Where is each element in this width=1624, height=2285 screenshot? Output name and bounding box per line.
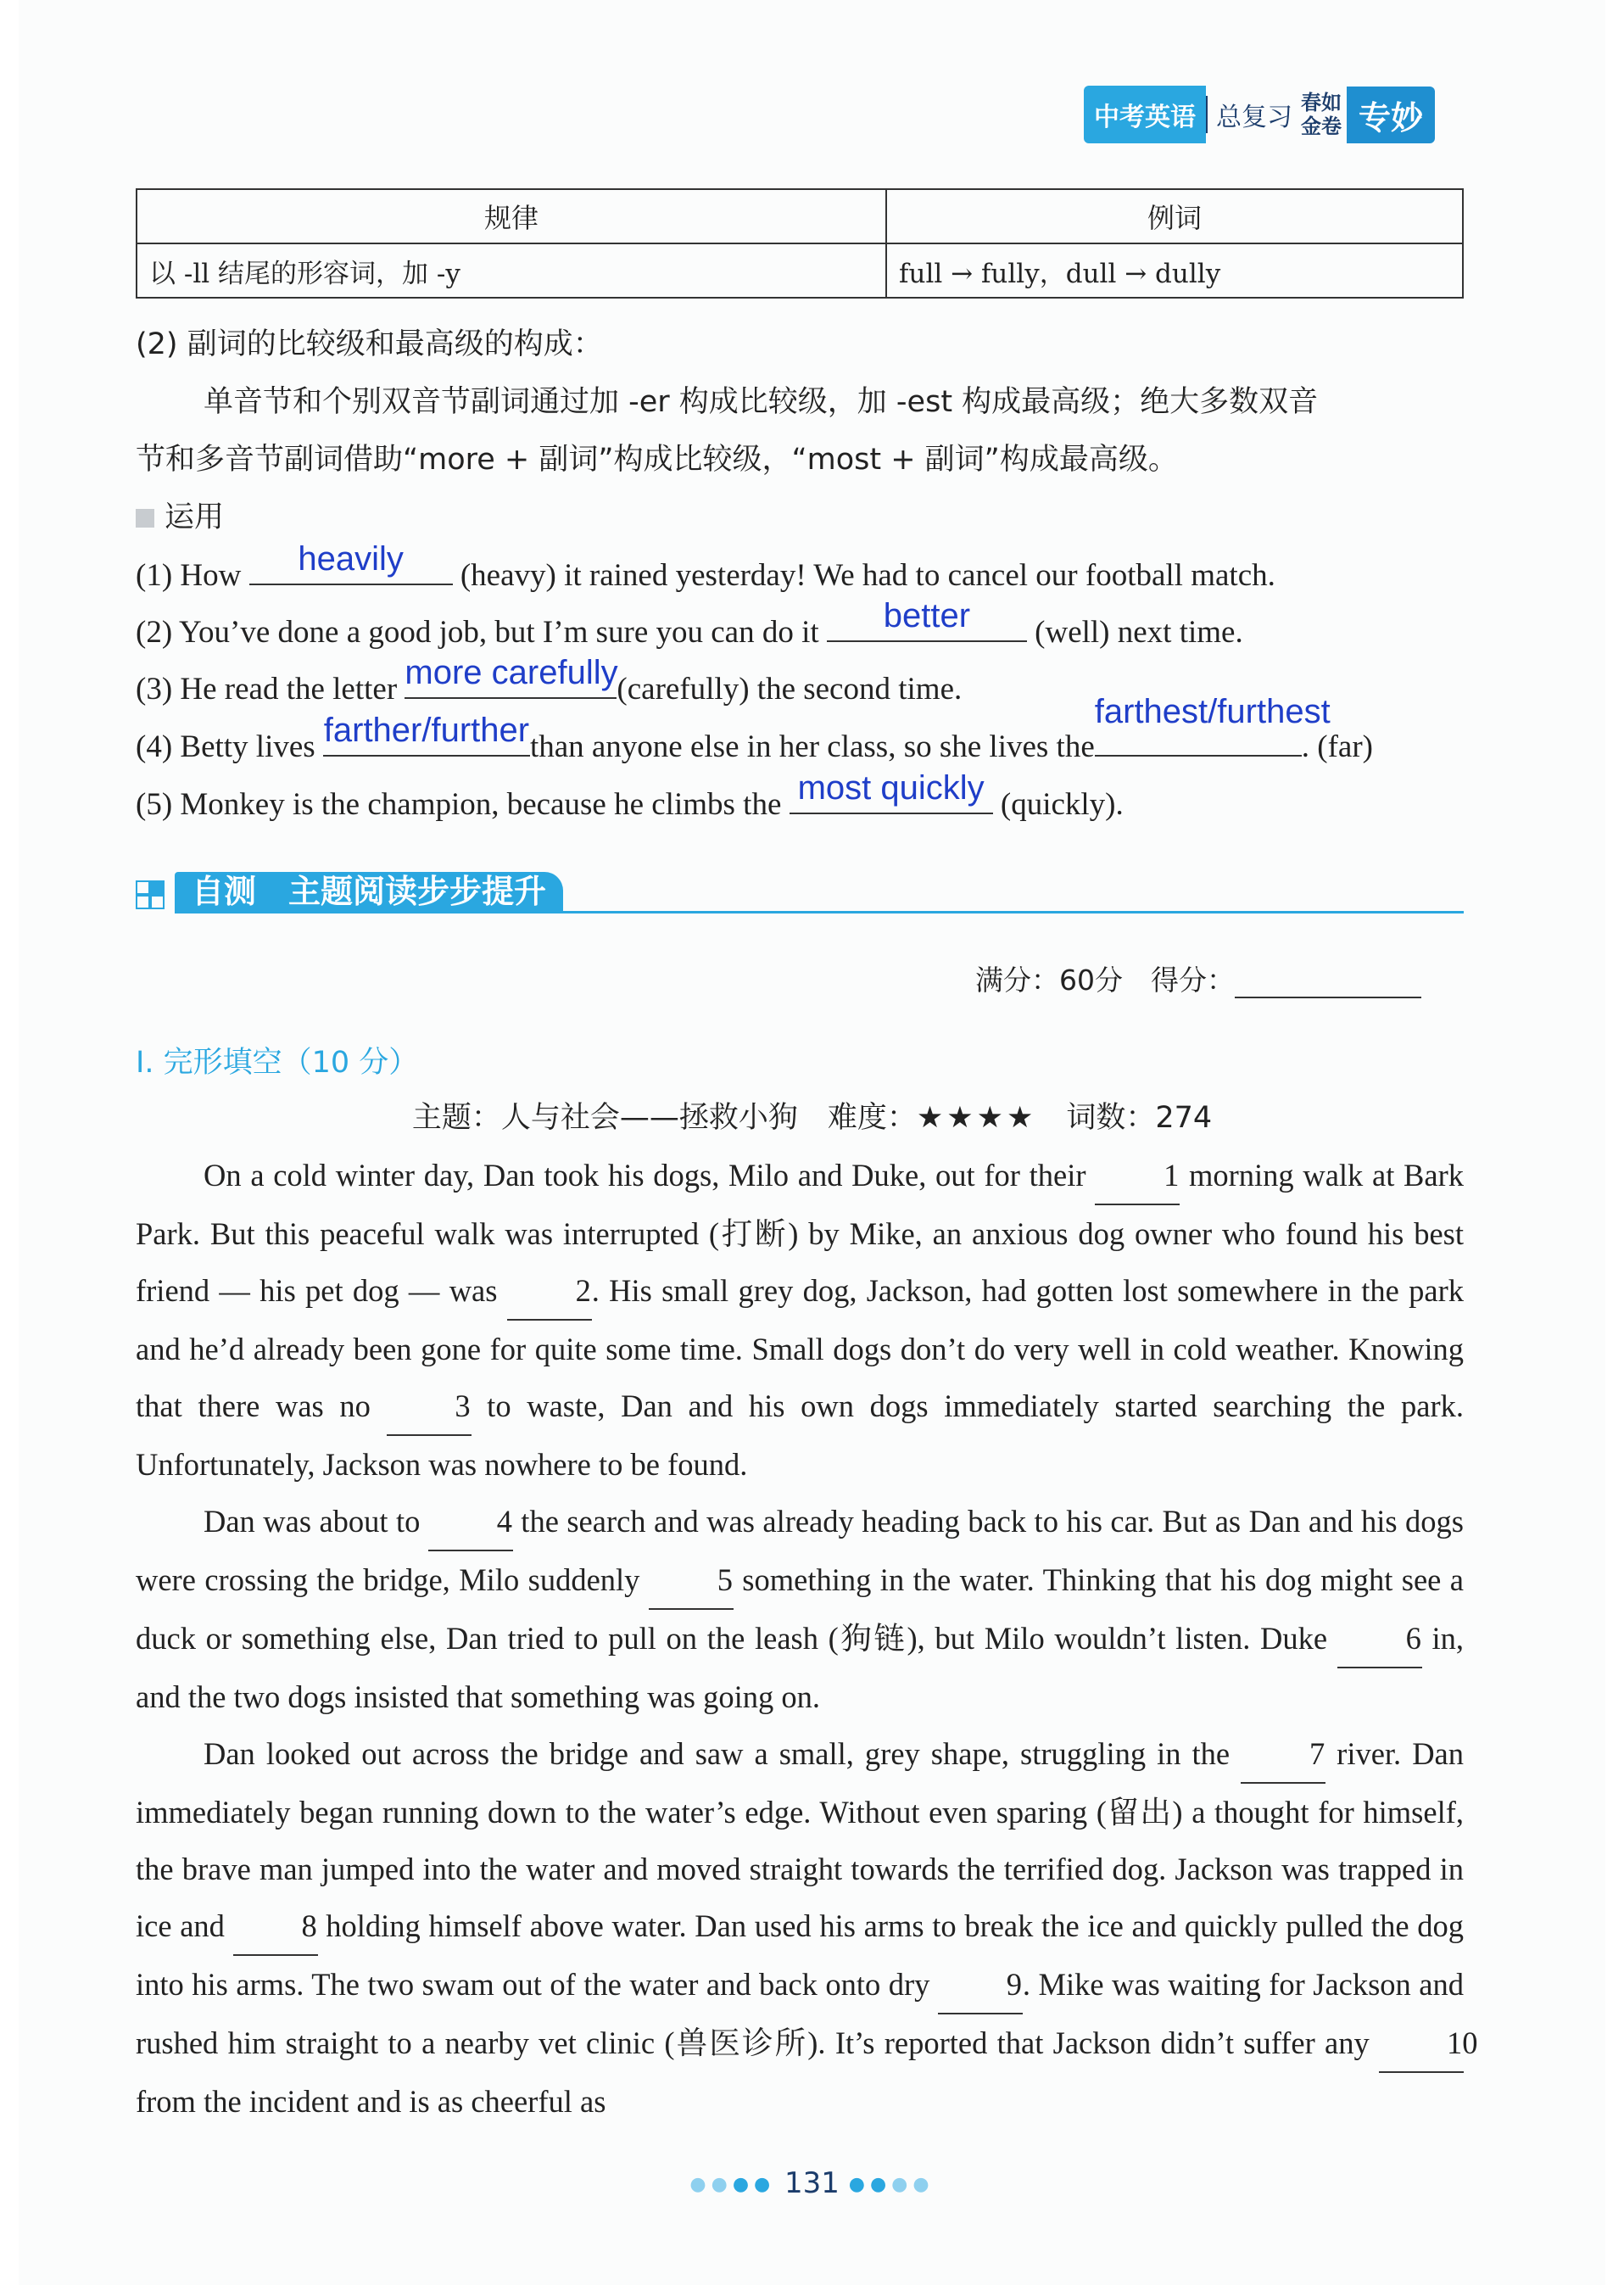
- item-text: . (far): [1301, 729, 1373, 764]
- rules-cell-rule: 以 -ll 结尾的形容词，加 -y: [137, 243, 886, 298]
- passage-text: the search and was already heading back to his car. But as Dan and his dogs were crossing the bridge, Milo suddenly: [136, 1504, 1464, 1597]
- rules-header-example: 例词: [886, 189, 1463, 243]
- passage-text: river. Dan immediately began running down to the water’s edge. Without even sparing (留出) a thought for himself, the brave man jumped into the water and moved straight towards the terrified dog. Jackson was trapped in ice and: [136, 1736, 1465, 1943]
- section-title: 自测 主题阅读步步提升: [175, 872, 563, 911]
- item-text: than anyone else in her class, so she lives the: [529, 729, 1095, 764]
- score-line: [975, 958, 1421, 998]
- passage-text: Dan looked out across the bridge and saw a small, grey shape, struggling in the: [204, 1736, 1242, 1771]
- item-text: (5) Monkey is the champion, because he climbs the: [136, 787, 790, 822]
- table-row: [137, 243, 1463, 298]
- header-logo: 专妙: [1347, 87, 1435, 143]
- answer-text: heavily: [298, 540, 404, 578]
- item-text: (4) Betty lives: [136, 729, 323, 764]
- header-brand-line1: 春如: [1301, 91, 1342, 115]
- passage-text: morning walk at Bark Park. But this peaceful walk was interrupted (打断) by Mike, an anxious dog owner who found his best friend — his pet dog — was: [136, 1158, 1464, 1308]
- practice-item-2: [136, 597, 1243, 651]
- passage-paragraph: [136, 1147, 1464, 1493]
- header-brand: [1301, 91, 1347, 138]
- passage-paragraph: [136, 1493, 1464, 1725]
- cloze-blank-4[interactable]: 4: [428, 1493, 513, 1551]
- item-text: (quickly).: [992, 787, 1124, 822]
- cloze-blank-2[interactable]: 2: [507, 1262, 592, 1321]
- header-subject: 中考英语: [1084, 86, 1206, 143]
- cloze-blank-1[interactable]: 1: [1095, 1147, 1180, 1205]
- cloze-blank-9[interactable]: 9: [938, 1956, 1023, 2014]
- cloze-passage: [136, 1147, 1478, 2130]
- answer-blank: [827, 597, 1027, 642]
- cloze-title: I. 完形填空（10 分）: [136, 1046, 419, 1080]
- section-underline: [175, 911, 1464, 913]
- item-text: (3) He read the letter: [136, 672, 405, 707]
- dots-left-icon: ●●●●: [689, 2174, 776, 2195]
- answer-text: more carefully: [405, 654, 618, 691]
- section-title-bar: [136, 869, 1464, 916]
- practice-item-3: [136, 654, 963, 707]
- passage-text: holding himself above water. Dan used his arms to break the ice and quickly pulled the dog into his arms. The two swam out of the water and back onto dry: [136, 1908, 1464, 2002]
- cloze-blank-7[interactable]: 7: [1241, 1725, 1325, 1784]
- practice-item-1: [136, 540, 1275, 594]
- passage-text: to waste, Dan and his own dogs immediately started searching the park. Unfortunately, Jackson was nowhere to be found.: [136, 1388, 1464, 1482]
- cloze-blank-8[interactable]: 8: [233, 1897, 318, 1956]
- answer-text: better: [883, 597, 971, 634]
- cloze-blank-5[interactable]: 5: [649, 1551, 734, 1610]
- difficulty-stars: ★★★★: [916, 1101, 1037, 1135]
- rules-table: [136, 188, 1464, 299]
- passage-text: from the incident and is as cheerful as: [136, 2084, 606, 2119]
- word-count: 词数：274: [1036, 1101, 1213, 1135]
- header-series: 总复习: [1206, 96, 1301, 133]
- practice-item-5: [136, 769, 1124, 823]
- practice-square-icon: [136, 509, 154, 528]
- answer-text: farther/further: [323, 712, 530, 749]
- cloze-blank-6[interactable]: 6: [1337, 1610, 1422, 1668]
- answer-blank: [323, 712, 530, 757]
- rules-cell-example: full → fully，dull → dully: [886, 243, 1463, 298]
- grid-icon: [136, 880, 165, 909]
- answer-blank: [405, 654, 618, 699]
- answer-blank: [249, 540, 453, 585]
- item-text: (1) How: [136, 558, 249, 593]
- book-header-badge: [1084, 85, 1435, 144]
- practice-label-row: [136, 494, 224, 536]
- rules-header-rule: 规律: [137, 189, 886, 243]
- answer-blank: [1094, 693, 1331, 757]
- rules-table-header-row: [137, 189, 1463, 243]
- adverb-heading: (2) 副词的比较级和最高级的构成：: [136, 327, 603, 361]
- item-text: (2) You’ve done a good job, but I’m sure you can do it: [136, 615, 827, 650]
- item-text: (carefully) the second time.: [617, 672, 963, 707]
- passage-text: On a cold winter day, Dan took his dogs, Milo and Duke, out for their: [204, 1158, 1096, 1193]
- answer-text: most quickly: [797, 769, 985, 807]
- cloze-blank-3[interactable]: 3: [387, 1377, 472, 1436]
- item-text: (well) next time.: [1026, 615, 1243, 650]
- score-label: 满分：60分 得分：: [975, 964, 1235, 997]
- answer-blank: [790, 769, 993, 814]
- practice-item-4: [136, 693, 1373, 765]
- header-brand-line2: 金卷: [1301, 115, 1342, 138]
- page-number-bar: [0, 2166, 1624, 2200]
- passage-text: Dan was about to: [204, 1504, 428, 1539]
- score-blank[interactable]: [1235, 966, 1421, 998]
- page-number: 131: [784, 2166, 840, 2200]
- passage-text: in, and the two dogs insisted that something was going on.: [136, 1621, 1464, 1714]
- adverb-paragraph-line2: 节和多音节副词借助“more + 副词”构成比较级，“most + 副词”构成最高级。: [136, 443, 1178, 477]
- adverb-paragraph-line1: 单音节和个别双音节副词通过加 -er 构成比较级，加 -est 构成最高级；绝大多数双音: [204, 385, 1319, 419]
- item-text: (heavy) it rained yesterday! We had to cancel our football match.: [452, 558, 1275, 593]
- passage-text: something in the water. Thinking that his dog might see a duck or something else, Dan tried to pull on the leash (狗链), but Milo wouldn’t listen. Duke: [136, 1562, 1464, 1656]
- passage-paragraph: [136, 1725, 1478, 2130]
- passage-text: . His small grey dog, Jackson, had gotten lost somewhere in the park and he’d already been gone for quite some time. Small dogs don’t do very well in cold weather. Knowing that there was no: [136, 1273, 1464, 1423]
- passage-text: . Mike was waiting for Jackson and rushed him straight to a nearby vet clinic (兽医诊所). It’s reported that Jackson didn’t suffer any: [136, 1967, 1464, 2060]
- dots-right-icon: ●●●●: [848, 2174, 935, 2195]
- answer-text: farthest/furthest: [1094, 693, 1331, 730]
- cloze-topic: 主题：人与社会——拯救小狗 难度：: [411, 1101, 917, 1135]
- cloze-topic-line: [0, 1094, 1624, 1137]
- practice-label: 运用: [165, 500, 225, 534]
- cloze-blank-10[interactable]: 10: [1379, 2014, 1464, 2073]
